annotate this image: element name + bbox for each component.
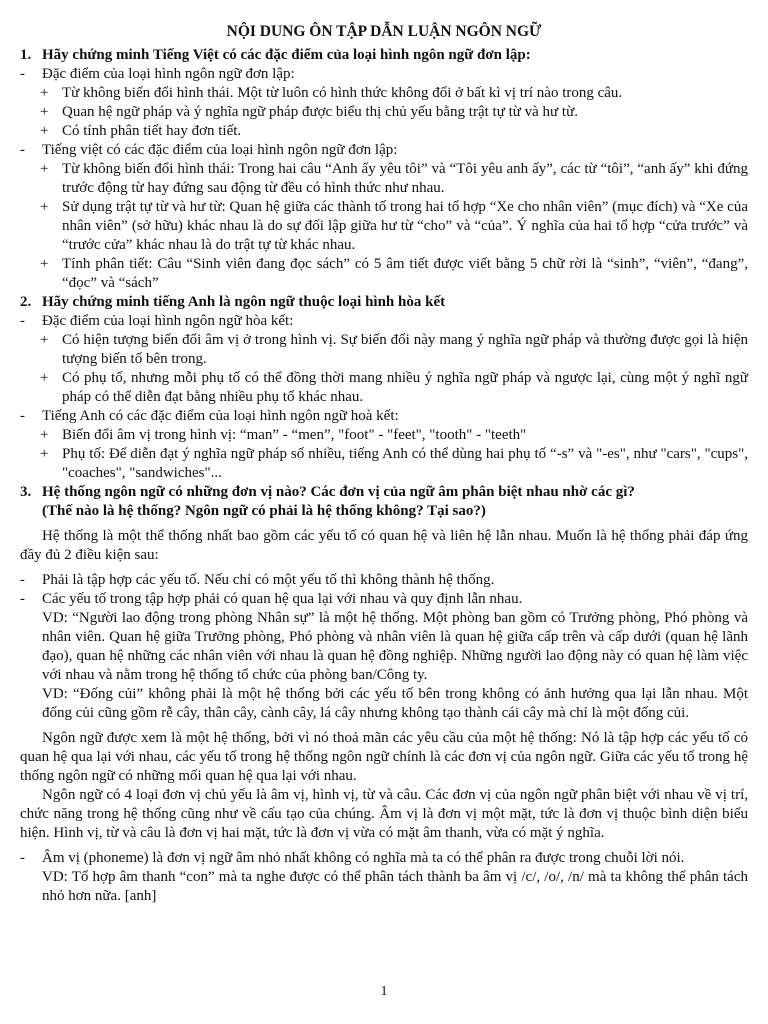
sub-list-item-text: Sử dụng trật tự từ và hư từ: Quan hệ giữa các thành tố trong hai tổ hợp “Xe cho nhân viên” (mục đích) và “Xe của nhân viên” (sở hữu) khác nhau là do sự đối lập giữa hư từ “cho” và “của”. Ý nghĩa của hai tổ hợp “cửa trước” và “trước cửa” khác nhau là do trật tự từ khác nhau.: [62, 199, 748, 253]
sub-list-item-text: Có hiện tượng biến đổi âm vị ở trong hình vị. Sự biến đổi này mang ý nghĩa ngữ pháp và thường được gọi là hiện tượng biến tố bên trong.: [62, 332, 748, 367]
list-item-text: Các yếu tố trong tập hợp phải có quan hệ qua lại với nhau và quy định lẫn nhau.: [42, 591, 523, 607]
sub-list-item-text: Từ không biến đổi hình thái: Trong hai câu “Anh ấy yêu tôi” và “Tôi yêu anh ấy”, các từ “tôi”, “anh ấy” khi đứng trước động từ hay đứng sau động từ đều có hình thức như nhau.: [62, 161, 748, 196]
dash-bullet: -: [20, 850, 25, 866]
list-item-text: Tiếng việt có các đặc điểm của loại hình ngôn ngữ đơn lập:: [42, 142, 398, 158]
sub-list-item: [20, 198, 748, 255]
question-text: Hãy chứng minh Tiếng Việt có các đặc điểm của loại hình ngôn ngữ đơn lập:: [42, 47, 531, 63]
sub-list-item-text: Biến đổi âm vị trong hình vị: “man” - “men”, "foot" - "feet", "tooth" - "teeth": [62, 427, 527, 443]
example-block: VD: “Đống củi” không phải là một hệ thống bởi các yếu tố bên trong không có ảnh hưởng qua lại lẫn nhau. Một đống củi cũng gồm rễ cây, thân cây, cành cây, lá cây nhưng không tạo thành cái cây mà chỉ là một đống củi.: [42, 686, 748, 721]
list-item: [20, 571, 748, 590]
sub-list-item-text: Từ không biến đổi hình thái. Một từ luôn có hình thức không đổi ở bất kì vị trí nào trong câu.: [62, 85, 623, 101]
plus-bullet: +: [40, 446, 49, 462]
plus-bullet: +: [40, 161, 49, 177]
paragraph: Ngôn ngữ được xem là một hệ thống, bởi vì nó thoả mãn các yêu cầu của một hệ thống: Nó là tập hợp các yếu tố có quan hệ qua lại với nhau, các yếu tố trong hệ thống ngôn ngữ chính là các đơn vị của ngôn ngữ. Giữa các yếu tố trong hệ thống ngôn ngữ có những mối quan hệ qua lại với nhau.: [20, 730, 748, 784]
list-item: [20, 312, 748, 331]
plus-bullet: +: [40, 370, 49, 386]
paragraph: Ngôn ngữ có 4 loại đơn vị chủ yếu là âm vị, hình vị, từ và câu. Các đơn vị của ngôn ngữ phân biệt với nhau về vị trí, chức năng trong hệ thống cũng như về cấu tạo của chúng. Âm vị là đơn vị một mặt, tức là đơn vị thuộc bình diện biểu hiện. Hình vị, từ và câu là đơn vị hai mặt, tức là đơn vị vừa có mặt âm thanh, vừa có mặt ý nghĩa.: [20, 787, 748, 841]
question-3-heading: [20, 483, 748, 521]
dash-bullet: -: [20, 408, 25, 424]
list-item-text: Âm vị (phoneme) là đơn vị ngữ âm nhỏ nhất không có nghĩa mà ta có thể phân ra được trong chuỗi lời nói.: [42, 850, 685, 866]
list-item: [20, 65, 748, 84]
question-number: 1.: [20, 47, 32, 63]
sub-list-item-text: Quan hệ ngữ pháp và ý nghĩa ngữ pháp được biểu thị chủ yếu bằng trật tự từ và hư từ.: [62, 104, 578, 120]
plus-bullet: +: [40, 123, 49, 139]
sub-list-item: [20, 255, 748, 293]
page-number: 1: [380, 984, 388, 999]
question-2-heading: [20, 293, 748, 312]
sub-list-item: [20, 331, 748, 369]
example-block: VD: Tổ hợp âm thanh “con” mà ta nghe được có thể phân tách thành ba âm vị /c/, /o/, /n/ mà ta không thể phân tách nhỏ hơn nữa. [anh]: [42, 869, 748, 904]
list-item-text: Đặc điểm của loại hình ngôn ngữ đơn lập:: [42, 66, 295, 82]
question-text-line-1: Hệ thống ngôn ngữ có những đơn vị nào? Các đơn vị của ngữ âm phân biệt nhau nhờ các gì?: [42, 484, 635, 500]
paragraph: Hệ thống là một thể thống nhất bao gồm các yếu tố có quan hệ và liên hệ lẫn nhau. Muốn là hệ thống phải đáp ứng đầy đủ 2 điều kiện sau:: [20, 528, 748, 563]
question-1-heading: [20, 46, 748, 65]
plus-bullet: +: [40, 332, 49, 348]
sub-list-item: [20, 84, 748, 103]
dash-bullet: -: [20, 572, 25, 588]
plus-bullet: +: [40, 427, 49, 443]
sub-list-item: [20, 122, 748, 141]
list-item-text: Phải là tập hợp các yếu tố. Nếu chỉ có một yếu tố thì không thành hệ thống.: [42, 572, 495, 588]
plus-bullet: +: [40, 256, 49, 272]
question-text: [42, 483, 748, 521]
question-text: Hãy chứng minh tiếng Anh là ngôn ngữ thuộc loại hình hòa kết: [42, 294, 446, 310]
sub-list-item-text: Có phụ tố, nhưng mỗi phụ tố có thể đồng thời mang nhiều ý nghĩa ngữ pháp và ngược lại, cùng một ý nghĩ ngữ pháp có thể diễn đạt bằng nhiều phụ tố khác nhau.: [62, 370, 748, 405]
list-item-text: Tiếng Anh có các đặc điểm của loại hình ngôn ngữ hoà kết:: [42, 408, 399, 424]
list-item: [20, 141, 748, 160]
dash-bullet: -: [20, 313, 25, 329]
page-title: NỘI DUNG ÔN TẬP DẪN LUẬN NGÔN NGỮ: [226, 23, 542, 40]
plus-bullet: +: [40, 199, 49, 215]
dash-bullet: -: [20, 142, 25, 158]
sub-list-item: [20, 103, 748, 122]
sub-list-item: [20, 160, 748, 198]
sub-list-item: [20, 445, 748, 483]
dash-bullet: -: [20, 66, 25, 82]
dash-bullet: -: [20, 591, 25, 607]
question-text-line-2: (Thế nào là hệ thống? Ngôn ngữ có phải là hệ thống không? Tại sao?): [42, 503, 486, 519]
sub-list-item-text: Phụ tố: Để diễn đạt ý nghĩa ngữ pháp số nhiều, tiếng Anh có thể dùng hai phụ tố “-s” và "-es", như "cars", "cups", "coaches", "sandwiches"...: [62, 446, 748, 481]
list-item-text: Đặc điểm của loại hình ngôn ngữ hòa kết:: [42, 313, 294, 329]
sub-list-item: [20, 369, 748, 407]
list-item: [20, 849, 748, 868]
sub-list-item-text: Tính phân tiết: Câu “Sinh viên đang đọc sách” có 5 âm tiết được viết bằng 5 chữ rời là “sinh”, “viên”, “đang”, “đọc” và “sách”: [62, 256, 748, 291]
example-block: VD: “Người lao động trong phòng Nhân sự” là một hệ thống. Một phòng ban gồm có Trưởng phòng, Phó phòng và nhân viên. Quan hệ giữa Trưởng phòng, Phó phòng và nhân viên là quan hệ giữa cấp trên và cấp dưới (quan hệ lãnh đạo), quan hệ những các nhân viên với nhau là quan hệ đồng nghiệp. Những người lao động này có quan hệ làm việc với nhau và nằm trong hệ thống tổ chức của phòng ban/Công ty.: [42, 610, 748, 683]
plus-bullet: +: [40, 104, 49, 120]
sub-list-item: [20, 426, 748, 445]
sub-list-item-text: Có tính phân tiết hay đơn tiết.: [62, 123, 242, 139]
question-number: 2.: [20, 294, 32, 310]
plus-bullet: +: [40, 85, 49, 101]
question-number: 3.: [20, 484, 32, 500]
list-item: [20, 407, 748, 426]
list-item: [20, 590, 748, 609]
